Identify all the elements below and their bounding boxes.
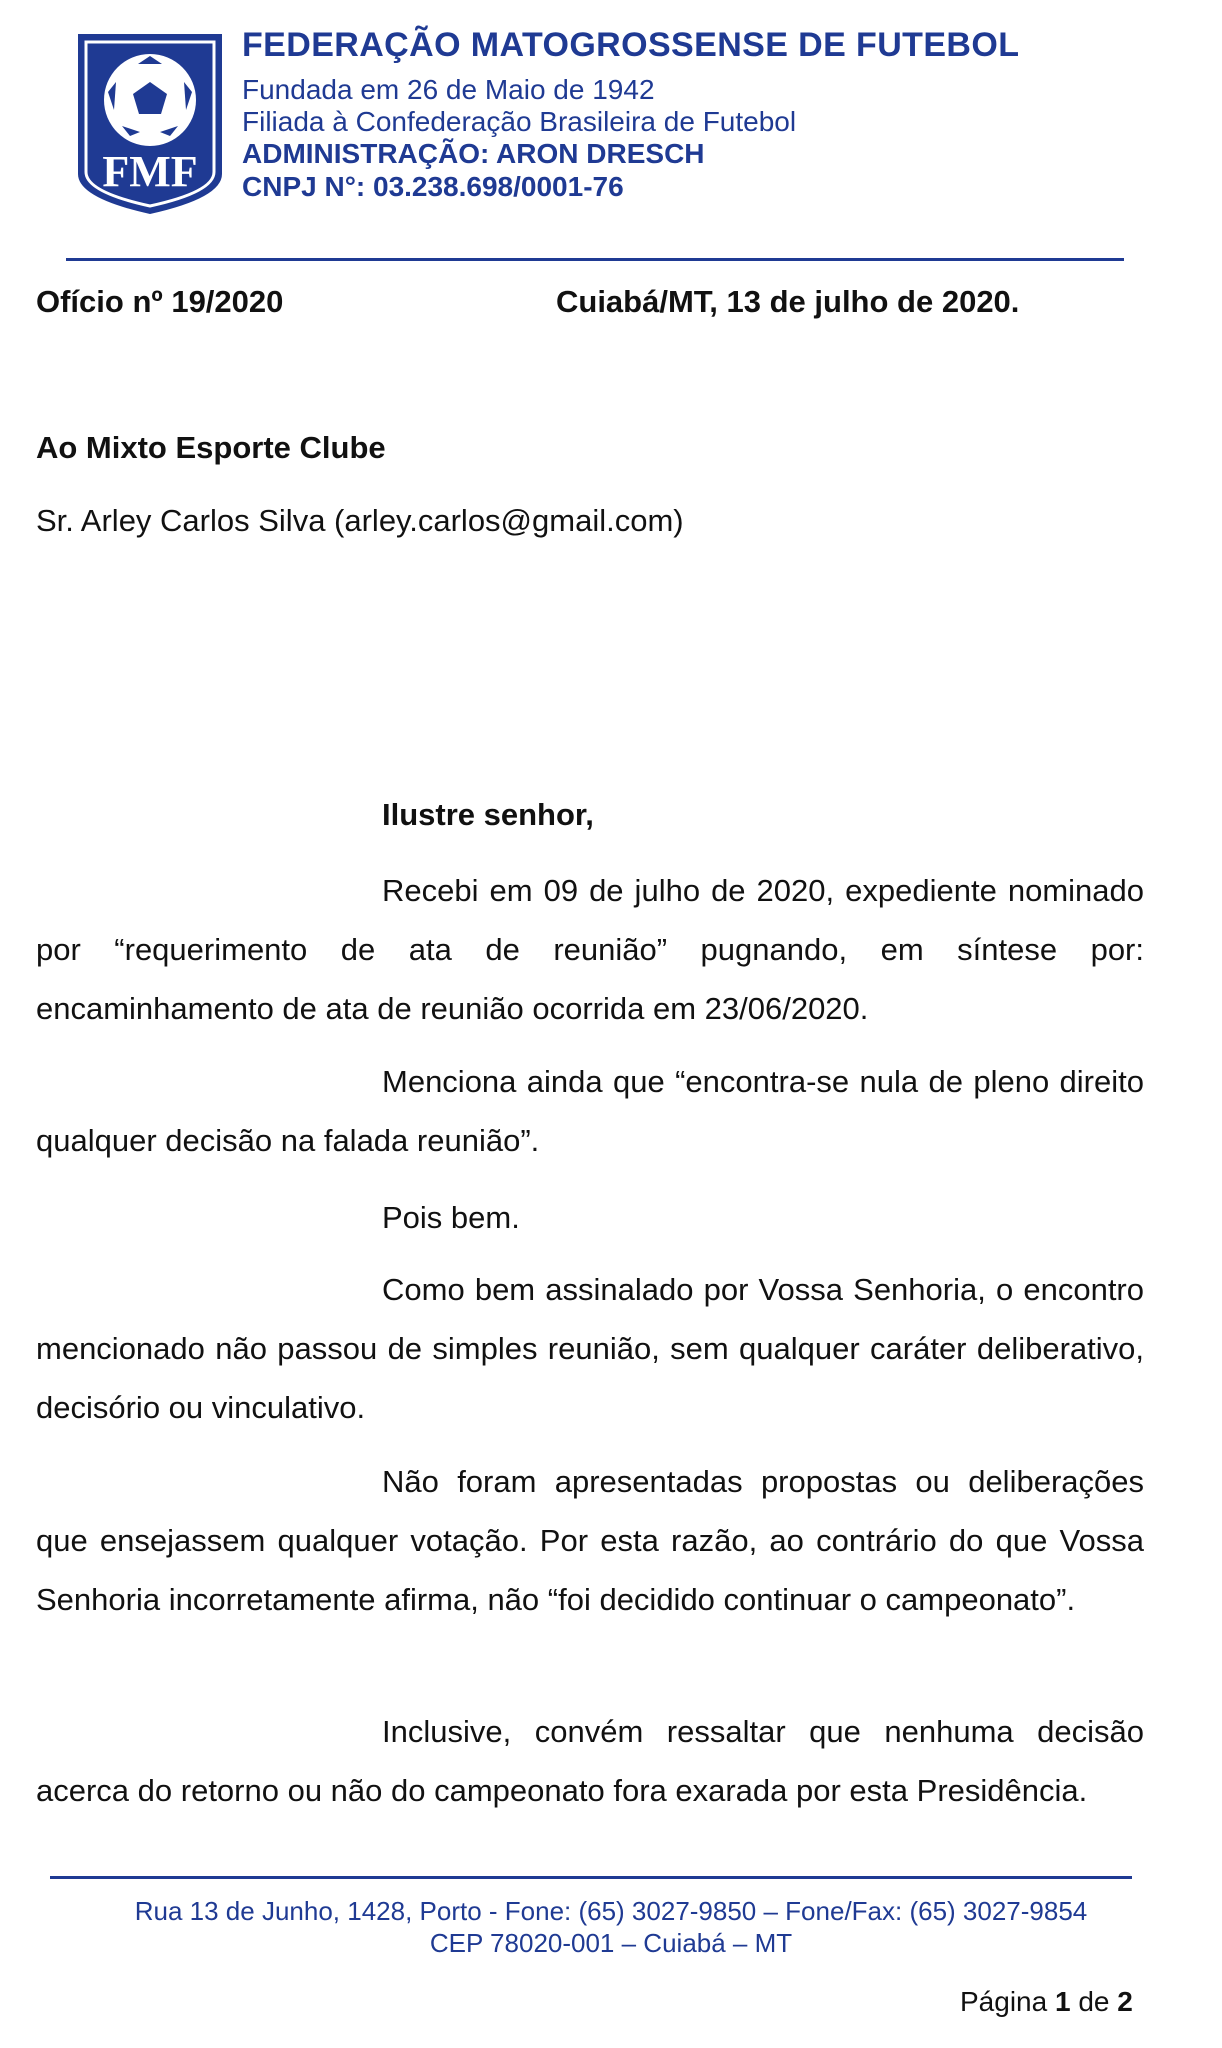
page-current: 1 bbox=[1054, 1986, 1071, 2017]
footer-cep: CEP 78020-001 – Cuiabá – MT bbox=[429, 1928, 793, 1958]
page-label: Página bbox=[960, 1986, 1048, 2017]
soccer-ball-icon bbox=[74, 26, 226, 216]
org-name: FEDERAÇÃO MATOGROSSENSE DE FUTEBOL bbox=[242, 26, 1020, 64]
page-total: 2 bbox=[1117, 1986, 1133, 2017]
administration-text: ADMINISTRAÇÃO: ARON DRESCH bbox=[242, 138, 705, 169]
salutation: Ilustre senhor, bbox=[382, 797, 594, 832]
footer-address: Rua 13 de Junho, 1428, Porto - Fone: (65) 3027-9850 – Fone/Fax: (65) 3027-9854 bbox=[134, 1896, 1088, 1926]
logo-text: FMF bbox=[102, 147, 198, 196]
paragraph: Não foram apresentadas propostas ou deliberações que ensejassem qualquer votação. Por esta razão, ao contrário do que Vossa Senhoria incorretamente afirma, não “foi decidido continuar o campeonato”. bbox=[36, 1464, 1144, 1617]
paragraph: Menciona ainda que “encontra-se nula de pleno direito qualquer decisão na falada reunião”. bbox=[36, 1064, 1144, 1158]
oficio-number: Ofício nº 19/2020 bbox=[36, 284, 284, 319]
paragraph: Pois bem. bbox=[382, 1200, 520, 1235]
recipient-person: Sr. Arley Carlos Silva (arley.carlos@gmail.com) bbox=[36, 503, 684, 538]
cnpj-text: CNPJ N°: 03.238.698/0001-76 bbox=[242, 171, 624, 202]
paragraph: Como bem assinalado por Vossa Senhoria, o encontro mencionado não passou de simples reunião, sem qualquer caráter deliberativo, decisório ou vinculativo. bbox=[36, 1272, 1144, 1425]
paragraph: Inclusive, convém ressaltar que nenhuma decisão acerca do retorno ou não do campeonato fora exarada por esta Presidência. bbox=[36, 1714, 1144, 1808]
footer-divider bbox=[50, 1876, 1132, 1879]
place-date: Cuiabá/MT, 13 de julho de 2020. bbox=[556, 284, 1020, 319]
page-of: de bbox=[1078, 1986, 1110, 2017]
page-indicator bbox=[960, 1986, 1133, 2018]
recipient-club: Ao Mixto Esporte Clube bbox=[36, 430, 386, 465]
affiliation-text: Filiada à Confederação Brasileira de Futebol bbox=[242, 106, 797, 137]
fmf-logo bbox=[74, 26, 226, 216]
founded-text: Fundada em 26 de Maio de 1942 bbox=[242, 74, 655, 105]
paragraph: Recebi em 09 de julho de 2020, expediente nominado por “requerimento de ata de reunião” pugnando, em síntese por: encaminhamento de ata de reunião ocorrida em 23/06/2020. bbox=[36, 873, 1144, 1026]
header-divider bbox=[66, 258, 1124, 261]
